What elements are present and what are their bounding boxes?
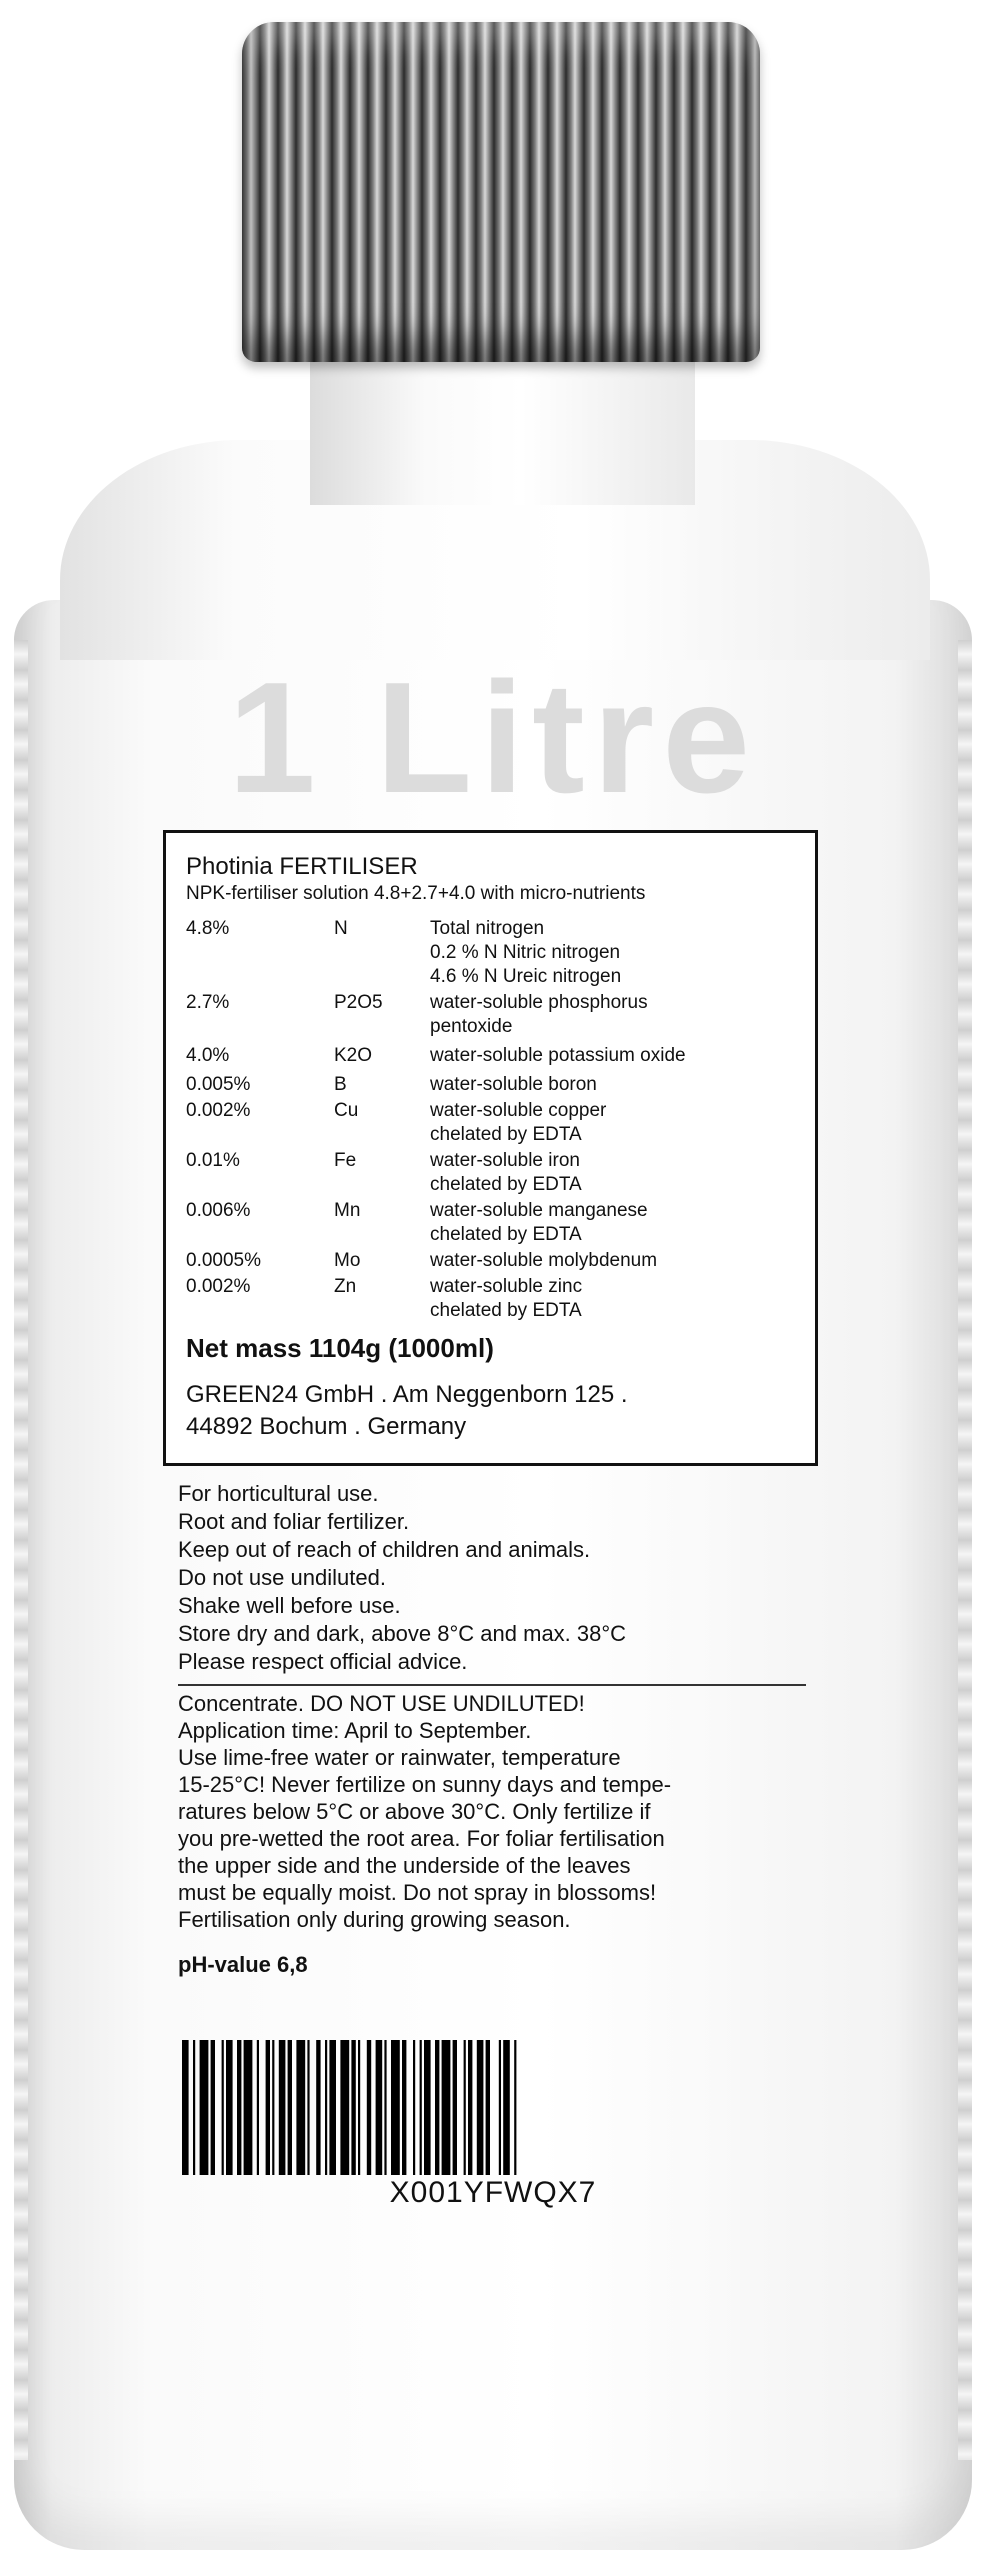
product-info-box — [163, 830, 818, 1466]
usage-line: Root and foliar fertilizer. — [178, 1509, 410, 1534]
usage-line: Store dry and dark, above 8°C and max. 38°C — [178, 1621, 627, 1646]
nutrient-description — [430, 991, 806, 1039]
nutrient-percentage: 2.7% — [186, 992, 230, 1013]
bottle-grip-left — [14, 640, 28, 2460]
divider-line — [178, 1684, 806, 1686]
barcode-bar — [424, 2040, 431, 2175]
barcode-bar — [316, 2040, 320, 2175]
barcode-bar — [503, 2040, 510, 2175]
bottle-cap — [242, 22, 760, 362]
product-name: Photinia FERTILISER — [186, 853, 418, 880]
instruction-line: must be equally moist. Do not spray in blossoms! — [178, 1880, 657, 1905]
barcode-bar — [514, 2040, 516, 2175]
nutrient-description-line: Total nitrogen — [430, 918, 545, 939]
nutrient-symbol: Zn — [334, 1276, 357, 1297]
barcode-bar — [226, 2040, 233, 2175]
usage-line: Do not use undiluted. — [178, 1565, 386, 1590]
nutrient-symbol: Cu — [334, 1100, 359, 1121]
usage-line: Keep out of reach of children and animals. — [178, 1537, 591, 1562]
nutrient-description-line: water-soluble copper — [430, 1100, 607, 1121]
nutrient-percentage: 0.01% — [186, 1150, 240, 1171]
bottle-grip-right — [958, 640, 972, 2460]
barcode-bar — [244, 2040, 253, 2175]
barcode-bar — [402, 2040, 406, 2175]
barcode-bar — [420, 2040, 422, 2175]
barcode-bar — [325, 2040, 327, 2175]
barcode-bar — [468, 2040, 472, 2175]
barcode-bar — [266, 2040, 270, 2175]
nutrient-row — [186, 1199, 806, 1247]
nutrient-description — [430, 917, 806, 989]
nutrient-description-line: pentoxide — [430, 1016, 513, 1037]
nutrient-row — [186, 991, 806, 1039]
nutrient-symbol: P2O5 — [334, 992, 383, 1013]
barcode-bar — [358, 2040, 360, 2175]
product-subtitle: NPK-fertiliser solution 4.8+2.7+4.0 with micro-nutrients — [186, 883, 646, 904]
nutrient-symbol: K2O — [334, 1045, 373, 1066]
usage-line: Please respect official advice. — [178, 1649, 468, 1674]
barcode-bar — [413, 2040, 415, 2175]
barcode-bar — [340, 2040, 349, 2175]
barcode-bar — [442, 2040, 451, 2175]
nutrient-description-line: chelated by EDTA — [430, 1174, 582, 1195]
barcode-bar — [200, 2040, 209, 2175]
barcode-bar — [257, 2040, 259, 2175]
barcode-bar — [464, 2040, 466, 2175]
barcode-bar — [222, 2040, 224, 2175]
instruction-line: Application time: April to September. — [178, 1718, 532, 1743]
usage-notes — [178, 1480, 626, 1676]
nutrient-symbol: B — [334, 1074, 347, 1095]
nutrient-percentage: 0.0005% — [186, 1250, 262, 1271]
barcode-bar — [279, 2040, 286, 2175]
barcode-bar — [499, 2040, 501, 2175]
barcode-bar — [272, 2040, 274, 2175]
nutrient-description — [430, 1099, 806, 1147]
barcode-bar — [329, 2040, 336, 2175]
barcode-bar — [237, 2040, 241, 2175]
barcode-bar — [193, 2040, 195, 2175]
nutrient-description — [430, 1199, 806, 1247]
barcode-bar — [182, 2040, 189, 2175]
barcode-bar — [435, 2040, 439, 2175]
nutrient-description-line: chelated by EDTA — [430, 1224, 582, 1245]
barcode-bar — [367, 2040, 371, 2175]
manufacturer-line: 44892 Bochum . Germany — [186, 1413, 467, 1440]
nutrient-description — [430, 1073, 806, 1097]
barcode-bar — [211, 2040, 215, 2175]
volume-text: 1 Litre — [227, 650, 759, 826]
nutrient-description-line: chelated by EDTA — [430, 1124, 582, 1145]
nutrient-description-line: water-soluble iron — [430, 1150, 580, 1171]
barcode — [180, 2040, 806, 2175]
nutrient-percentage: 0.002% — [186, 1276, 251, 1297]
nutrient-percentage: 4.8% — [186, 918, 230, 939]
nutrient-table — [186, 917, 806, 1325]
nutrient-percentage: 0.002% — [186, 1100, 251, 1121]
barcode-bar — [486, 2040, 490, 2175]
nutrient-row — [186, 1275, 806, 1323]
nutrient-symbol: Mo — [334, 1250, 361, 1271]
instruction-line: Concentrate. DO NOT USE UNDILUTED! — [178, 1691, 585, 1716]
instruction-line: Fertilisation only during growing season. — [178, 1907, 571, 1932]
instruction-line: ratures below 5°C or above 30°C. Only fertilize if — [178, 1799, 651, 1824]
nutrient-description-line: chelated by EDTA — [430, 1300, 582, 1321]
nutrient-row — [186, 1073, 806, 1097]
instruction-line: 15-25°C! Never fertilize on sunny days and tempe- — [178, 1772, 672, 1797]
nutrient-row — [186, 917, 806, 989]
nutrient-symbol: Mn — [334, 1200, 361, 1221]
instruction-line: you pre-wetted the root area. For foliar fertilisation — [178, 1826, 665, 1851]
manufacturer-line: GREEN24 GmbH . Am Neggenborn 125 . — [186, 1381, 628, 1408]
manufacturer-address — [186, 1379, 628, 1443]
nutrient-description-line: 4.6 % N Ureic nitrogen — [430, 966, 622, 987]
barcode-bar — [391, 2040, 400, 2175]
nutrient-description — [430, 1149, 806, 1197]
nutrient-percentage: 0.006% — [186, 1200, 251, 1221]
nutrient-row — [186, 1099, 806, 1147]
usage-line: For horticultural use. — [178, 1481, 379, 1506]
ph-value: pH-value 6,8 — [178, 1952, 308, 1977]
barcode-bar — [296, 2040, 305, 2175]
net-mass: Net mass 1104g (1000ml) — [186, 1333, 494, 1363]
nutrient-description — [430, 1044, 806, 1068]
nutrient-percentage: 0.005% — [186, 1074, 251, 1095]
instruction-line: the upper side and the underside of the leaves — [178, 1853, 631, 1878]
barcode-bar — [351, 2040, 355, 2175]
nutrient-description-line: 0.2 % N Nitric nitrogen — [430, 942, 621, 963]
nutrient-description-line: water-soluble molybdenum — [430, 1250, 658, 1271]
nutrient-percentage: 4.0% — [186, 1045, 230, 1066]
nutrient-description-line: water-soluble phosphorus — [430, 992, 648, 1013]
nutrient-symbol: N — [334, 918, 348, 939]
nutrient-description-line: water-soluble zinc — [430, 1276, 583, 1297]
barcode-bar — [384, 2040, 386, 2175]
nutrient-symbol: Fe — [334, 1150, 357, 1171]
barcode-bar — [477, 2040, 484, 2175]
barcode-bar — [307, 2040, 309, 2175]
application-instructions — [178, 1690, 818, 1933]
barcode-bar — [376, 2040, 383, 2175]
nutrient-row — [186, 1149, 806, 1197]
nutrient-description-line: water-soluble manganese — [430, 1200, 648, 1221]
nutrient-description — [430, 1249, 806, 1273]
bottle-neck — [310, 355, 695, 505]
barcode-bar — [453, 2040, 457, 2175]
barcode-number: X001YFWQX7 — [389, 2176, 597, 2209]
nutrient-row — [186, 1249, 806, 1273]
instruction-line: Use lime-free water or rainwater, temperature — [178, 1745, 621, 1770]
nutrient-description — [430, 1275, 806, 1323]
barcode-bar — [288, 2040, 292, 2175]
nutrient-description-line: water-soluble boron — [430, 1074, 597, 1095]
usage-line: Shake well before use. — [178, 1593, 401, 1618]
nutrient-row — [186, 1044, 806, 1068]
nutrient-description-line: water-soluble potassium oxide — [430, 1045, 686, 1066]
